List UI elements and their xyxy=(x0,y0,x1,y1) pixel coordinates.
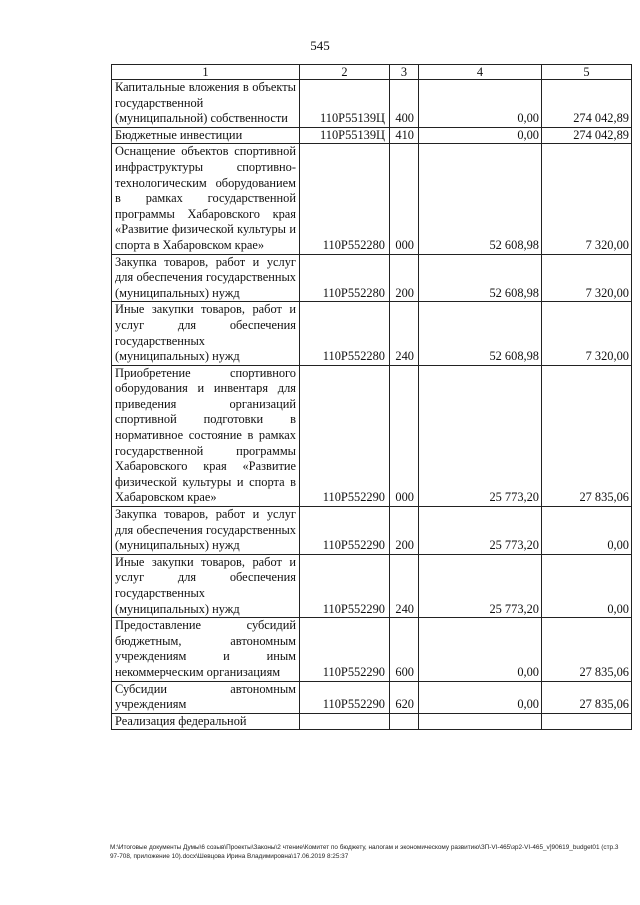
expense-type-code: 240 xyxy=(390,302,419,365)
amount-col5: 0,00 xyxy=(542,554,632,617)
amount-col5: 27 835,06 xyxy=(542,681,632,713)
target-code: 110P552290 xyxy=(300,554,390,617)
column-header: 1 xyxy=(112,65,300,80)
target-code: 110P552280 xyxy=(300,144,390,254)
amount-col5: 27 835,06 xyxy=(542,365,632,506)
expense-type-code: 400 xyxy=(390,80,419,128)
table-row xyxy=(112,254,632,302)
table-row xyxy=(112,144,632,254)
table-row xyxy=(112,681,632,713)
amount-col5: 274 042,89 xyxy=(542,80,632,128)
file-path-footer: М:\Итоговые документы Думы\6 созыв\Проекты\Законы\2 чтение\Комитет по бюджету, налогам и экономическому развитию\ЗП-VI-465\зр2-VI-465_v]90619_budget01 (стр.397-708, приложение 10).docx\Шевцова Ирина Владимировна\17.06.2019 8:25:37 xyxy=(110,844,619,860)
target-code xyxy=(300,713,390,730)
amount-col5: 7 320,00 xyxy=(542,254,632,302)
table-row xyxy=(112,713,632,730)
amount-col4: 52 608,98 xyxy=(419,144,542,254)
target-code: 110P552280 xyxy=(300,254,390,302)
amount-col4: 0,00 xyxy=(419,127,542,144)
expense-type-code: 620 xyxy=(390,681,419,713)
row-description: Капитальные вложения в объекты государственной (муниципальной) собственности xyxy=(112,80,300,128)
column-header: 3 xyxy=(390,65,419,80)
amount-col4: 25 773,20 xyxy=(419,554,542,617)
table-row xyxy=(112,507,632,555)
amount-col4: 25 773,20 xyxy=(419,507,542,555)
amount-col5: 274 042,89 xyxy=(542,127,632,144)
expense-type-code xyxy=(390,713,419,730)
table-header-row xyxy=(112,65,632,80)
row-description: Предоставление субсидий бюджетным, автономным учреждениям и иным некоммерческим организациям xyxy=(112,618,300,681)
row-description: Субсидии автономным учреждениям xyxy=(112,681,300,713)
row-description: Иные закупки товаров, работ и услуг для обеспечения государственных (муниципальных) нужд xyxy=(112,302,300,365)
table-row xyxy=(112,554,632,617)
target-code: 110P552280 xyxy=(300,302,390,365)
expense-type-code: 000 xyxy=(390,144,419,254)
budget-table xyxy=(111,64,632,730)
table-row xyxy=(112,365,632,506)
expense-type-code: 200 xyxy=(390,254,419,302)
row-description: Реализация федеральной xyxy=(112,713,300,730)
target-code: 110P552290 xyxy=(300,618,390,681)
table-row xyxy=(112,302,632,365)
row-description: Иные закупки товаров, работ и услуг для обеспечения государственных (муниципальных) нужд xyxy=(112,554,300,617)
column-header: 5 xyxy=(542,65,632,80)
page-number: 545 xyxy=(310,38,330,53)
amount-col4: 0,00 xyxy=(419,80,542,128)
amount-col4: 52 608,98 xyxy=(419,254,542,302)
column-header: 4 xyxy=(419,65,542,80)
target-code: 110P552290 xyxy=(300,365,390,506)
target-code: 110P552290 xyxy=(300,681,390,713)
table-row xyxy=(112,127,632,144)
column-header: 2 xyxy=(300,65,390,80)
amount-col5: 0,00 xyxy=(542,507,632,555)
amount-col4 xyxy=(419,713,542,730)
expense-type-code: 200 xyxy=(390,507,419,555)
row-description: Оснащение объектов спортивной инфраструктуры спортивно-технологическим оборудованием в рамках государственной программы Хабаровского края «Развитие физической культуры и спорта в Хабаровском крае» xyxy=(112,144,300,254)
expense-type-code: 410 xyxy=(390,127,419,144)
amount-col5: 7 320,00 xyxy=(542,302,632,365)
amount-col4: 52 608,98 xyxy=(419,302,542,365)
expense-type-code: 600 xyxy=(390,618,419,681)
amount-col4: 0,00 xyxy=(419,618,542,681)
amount-col5 xyxy=(542,713,632,730)
target-code: 110P55139Ц xyxy=(300,127,390,144)
expense-type-code: 000 xyxy=(390,365,419,506)
table-row xyxy=(112,618,632,681)
target-code: 110P552290 xyxy=(300,507,390,555)
amount-col4: 0,00 xyxy=(419,681,542,713)
amount-col5: 7 320,00 xyxy=(542,144,632,254)
row-description: Закупка товаров, работ и услуг для обеспечения государственных (муниципальных) нужд xyxy=(112,254,300,302)
table-row xyxy=(112,80,632,128)
row-description: Бюджетные инвестиции xyxy=(112,127,300,144)
target-code: 110P55139Ц xyxy=(300,80,390,128)
amount-col5: 27 835,06 xyxy=(542,618,632,681)
row-description: Приобретение спортивного оборудования и инвентаря для приведения организаций спортивной подготовки в нормативное состояние в рамках государственной программы Хабаровского края «Развитие физической культуры и спорта в Хабаровском крае» xyxy=(112,365,300,506)
expense-type-code: 240 xyxy=(390,554,419,617)
row-description: Закупка товаров, работ и услуг для обеспечения государственных (муниципальных) нужд xyxy=(112,507,300,555)
amount-col4: 25 773,20 xyxy=(419,365,542,506)
